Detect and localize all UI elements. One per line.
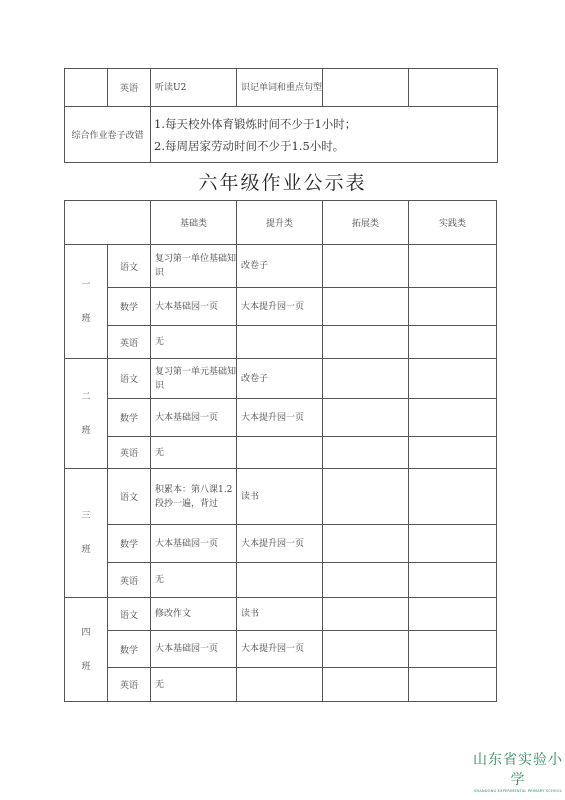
class-name-top: 四: [81, 627, 91, 638]
improve-cell: 读书: [237, 598, 323, 631]
class-label: [65, 598, 108, 702]
subject-cell: 英语: [108, 437, 151, 469]
table-row: [65, 598, 497, 631]
subject-cell: 英语: [108, 326, 151, 359]
basic-cell: 无: [151, 326, 237, 359]
subject-cell: 语文: [108, 469, 151, 525]
class-name-top: 二: [81, 391, 91, 402]
improve-cell: [237, 668, 323, 702]
school-logo: [472, 749, 564, 793]
extend-cell: [323, 359, 409, 399]
class-name-top: 三: [81, 511, 91, 521]
table-row: [65, 563, 497, 598]
extend-cell: [323, 563, 409, 598]
practice-cell: [409, 598, 497, 631]
page-title: 六年级作业公示表: [198, 172, 367, 194]
extend-cell: [323, 668, 409, 702]
class-name-bottom: 班: [81, 545, 91, 555]
practice-cell: [409, 563, 497, 598]
improve-cell: 大本提升园一页: [237, 399, 323, 437]
improve-cell: 读书: [237, 469, 323, 525]
basic-cell: 无: [151, 563, 237, 598]
practice-cell: [409, 469, 497, 525]
improve-cell: 大本提升园一页: [237, 631, 323, 668]
class-name-bottom: 班: [81, 313, 91, 324]
summary-row: [65, 107, 498, 163]
practice-cell: [409, 631, 497, 668]
top-homework-table: [64, 68, 498, 163]
improve-cell: [237, 326, 323, 359]
basic-cell: 大本基础园一页: [151, 288, 237, 326]
basic-cell: 大本基础园一页: [151, 399, 237, 437]
class-name-top: 一: [81, 279, 91, 290]
class-label: [65, 359, 108, 469]
header-practice: 实践类: [409, 201, 497, 245]
basic-cell: 修改作文: [151, 598, 237, 631]
practice-cell: [409, 437, 497, 469]
homework-table: [64, 200, 497, 702]
subject-cell: 语文: [108, 598, 151, 631]
header-basic: 基础类: [151, 201, 237, 245]
table-row: [65, 399, 497, 437]
extend-cell: [323, 245, 409, 288]
table-row: [65, 668, 497, 702]
header-extend: 拓展类: [323, 201, 409, 245]
table-row: [65, 525, 497, 563]
improve-cell: 大本提升园一页: [237, 525, 323, 563]
subject-cell: 数学: [108, 399, 151, 437]
practice-cell: [409, 359, 497, 399]
table-row: [65, 631, 497, 668]
basic-cell: 无: [151, 668, 237, 702]
improve-cell: 改卷子: [237, 245, 323, 288]
summary-line: 2.每周居家劳动时间不少于1.5小时。: [154, 138, 345, 153]
basic-cell: 听读U2: [151, 69, 237, 107]
extend-cell: [323, 69, 409, 107]
extend-cell: [323, 631, 409, 668]
class-label: [65, 245, 108, 359]
class-name-bottom: 班: [81, 661, 91, 672]
basic-cell: 复习第一单位基础知识: [151, 245, 237, 288]
subject-cell: 数学: [108, 288, 151, 326]
summary-line: 1.每天校外体育锻炼时间不少于1小时；: [154, 116, 357, 131]
extend-cell: [323, 326, 409, 359]
basic-cell: 大本基础园一页: [151, 525, 237, 563]
subject-cell: 数学: [108, 525, 151, 563]
header-row: [65, 201, 497, 245]
summary-label: 综合作业卷子改错: [65, 107, 151, 163]
subject-cell: 数学: [108, 631, 151, 668]
header-improve: 提升类: [237, 201, 323, 245]
table-row: [65, 288, 497, 326]
improve-cell: 大本提升园一页: [237, 288, 323, 326]
extend-cell: [323, 469, 409, 525]
table-row: [65, 326, 497, 359]
table-row: [65, 437, 497, 469]
improve-cell: [237, 437, 323, 469]
school-logo-name: 山东省实验小学: [473, 752, 563, 788]
subject-cell: 语文: [108, 245, 151, 288]
subject-cell: 英语: [108, 69, 151, 107]
subject-cell: 英语: [108, 563, 151, 598]
extend-cell: [323, 598, 409, 631]
class-label: [65, 469, 108, 598]
practice-cell: [409, 668, 497, 702]
header-blank: [65, 201, 151, 245]
practice-cell: [409, 288, 497, 326]
improve-cell: 识记单词和重点句型: [237, 69, 323, 107]
improve-cell: 改卷子: [237, 359, 323, 399]
english-row: [65, 69, 498, 107]
basic-cell: 积累本：第八课1.2段抄一遍，背过: [151, 469, 237, 525]
subject-cell: 语文: [108, 359, 151, 399]
improve-cell: [237, 563, 323, 598]
table-row: [65, 245, 497, 288]
basic-cell: 复习第一单元基础知识: [151, 359, 237, 399]
extend-cell: [323, 437, 409, 469]
practice-cell: [409, 525, 497, 563]
class-name-bottom: 班: [81, 425, 91, 436]
basic-cell: 无: [151, 437, 237, 469]
extend-cell: [323, 399, 409, 437]
blank-cell: [65, 69, 108, 107]
practice-cell: [409, 245, 497, 288]
practice-cell: [409, 326, 497, 359]
table-row: [65, 469, 497, 525]
extend-cell: [323, 525, 409, 563]
summary-notes: [151, 107, 498, 163]
practice-cell: [409, 69, 498, 107]
practice-cell: [409, 399, 497, 437]
subject-cell: 英语: [108, 668, 151, 702]
extend-cell: [323, 288, 409, 326]
basic-cell: 大本基础园一页: [151, 631, 237, 668]
school-logo-english: SHANDONG EXPERIMENTAL PRIMARY SCHOOL: [474, 789, 562, 793]
table-row: [65, 359, 497, 399]
